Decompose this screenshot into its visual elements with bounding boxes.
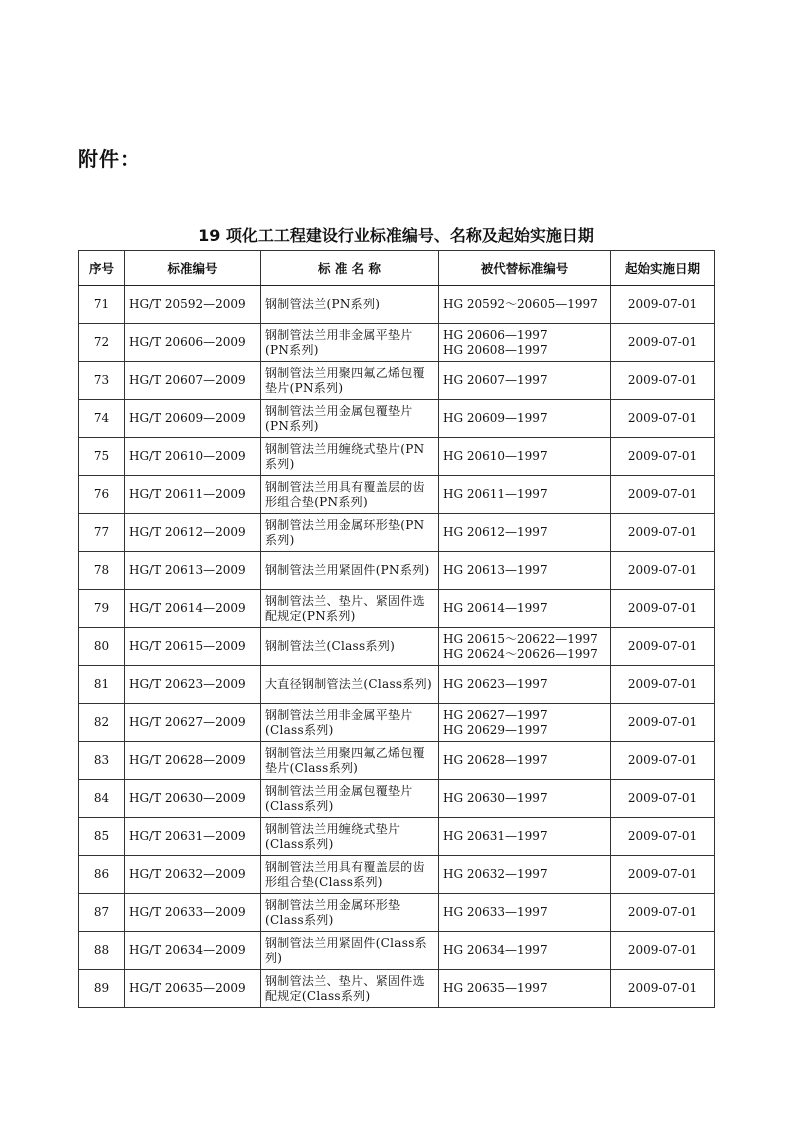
standard-code: HG/T 20607—2009 bbox=[125, 362, 261, 400]
row-number: 77 bbox=[79, 514, 125, 552]
table-row bbox=[79, 514, 715, 552]
standard-name: 钢制管法兰(PN系列) bbox=[261, 286, 439, 324]
row-number: 72 bbox=[79, 324, 125, 362]
replaced-standard-code: HG 20610—1997 bbox=[443, 449, 548, 463]
document-title: 19 项化工工程建设行业标准编号、名称及起始实施日期 bbox=[198, 226, 594, 245]
effective-date: 2009-07-01 bbox=[611, 514, 715, 552]
effective-date: 2009-07-01 bbox=[611, 932, 715, 970]
table-row bbox=[79, 362, 715, 400]
replaced-standard-code: HG 20608—1997 bbox=[443, 342, 548, 357]
effective-date: 2009-07-01 bbox=[611, 362, 715, 400]
table-body bbox=[79, 286, 715, 1008]
effective-date: 2009-07-01 bbox=[611, 628, 715, 666]
replaced-standards bbox=[439, 856, 611, 894]
standard-code: HG/T 20612—2009 bbox=[125, 514, 261, 552]
replaced-standard-code: HG 20634—1997 bbox=[443, 943, 548, 957]
standard-name: 钢制管法兰、垫片、紧固件选配规定(PN系列) bbox=[261, 590, 439, 628]
standard-name: 钢制管法兰用金属包覆垫片(Class系列) bbox=[261, 780, 439, 818]
attachment-label: 附件： bbox=[78, 147, 141, 171]
column-header-date: 起始实施日期 bbox=[611, 251, 715, 286]
standard-name: 钢制管法兰用聚四氟乙烯包覆垫片(Class系列) bbox=[261, 742, 439, 780]
effective-date: 2009-07-01 bbox=[611, 742, 715, 780]
table-row bbox=[79, 590, 715, 628]
standard-name: 钢制管法兰用聚四氟乙烯包覆垫片(PN系列) bbox=[261, 362, 439, 400]
standard-code: HG/T 20610—2009 bbox=[125, 438, 261, 476]
replaced-standards bbox=[439, 970, 611, 1008]
row-number: 84 bbox=[79, 780, 125, 818]
replaced-standards bbox=[439, 742, 611, 780]
replaced-standard-code: HG 20632—1997 bbox=[443, 867, 548, 881]
standard-name: 钢制管法兰用缠绕式垫片(Class系列) bbox=[261, 818, 439, 856]
row-number: 86 bbox=[79, 856, 125, 894]
replaced-standard-code: HG 20607—1997 bbox=[443, 373, 548, 387]
standard-code: HG/T 20633—2009 bbox=[125, 894, 261, 932]
column-header-no: 序号 bbox=[79, 251, 125, 286]
replaced-standards bbox=[439, 552, 611, 590]
standard-name: 钢制管法兰(Class系列) bbox=[261, 628, 439, 666]
replaced-standards bbox=[439, 514, 611, 552]
standard-code: HG/T 20615—2009 bbox=[125, 628, 261, 666]
row-number: 73 bbox=[79, 362, 125, 400]
replaced-standard-code: HG 20627—1997 bbox=[443, 707, 548, 722]
replaced-standard-code: HG 20628—1997 bbox=[443, 753, 548, 767]
standard-name: 钢制管法兰用紧固件(Class系列) bbox=[261, 932, 439, 970]
standard-code: HG/T 20611—2009 bbox=[125, 476, 261, 514]
table-row bbox=[79, 286, 715, 324]
table-row bbox=[79, 894, 715, 932]
row-number: 89 bbox=[79, 970, 125, 1008]
replaced-standards bbox=[439, 780, 611, 818]
table-row bbox=[79, 970, 715, 1008]
standard-name: 钢制管法兰用金属包覆垫片(PN系列) bbox=[261, 400, 439, 438]
standard-name: 钢制管法兰用金属环形垫(PN系列) bbox=[261, 514, 439, 552]
column-header-name: 标 准 名 称 bbox=[261, 251, 439, 286]
replaced-standard-code: HG 20623—1997 bbox=[443, 677, 548, 691]
table-header bbox=[79, 251, 715, 286]
replaced-standards bbox=[439, 628, 611, 666]
standard-code: HG/T 20635—2009 bbox=[125, 970, 261, 1008]
standard-code: HG/T 20606—2009 bbox=[125, 324, 261, 362]
table-row bbox=[79, 932, 715, 970]
effective-date: 2009-07-01 bbox=[611, 818, 715, 856]
replaced-standards bbox=[439, 590, 611, 628]
effective-date: 2009-07-01 bbox=[611, 666, 715, 704]
column-header-code: 标准编号 bbox=[125, 251, 261, 286]
replaced-standard-code: HG 20629—1997 bbox=[443, 722, 548, 737]
replaced-standards bbox=[439, 324, 611, 362]
effective-date: 2009-07-01 bbox=[611, 894, 715, 932]
effective-date: 2009-07-01 bbox=[611, 324, 715, 362]
standard-name: 钢制管法兰用金属环形垫(Class系列) bbox=[261, 894, 439, 932]
table-row bbox=[79, 476, 715, 514]
standard-name: 钢制管法兰用非金属平垫片(PN系列) bbox=[261, 324, 439, 362]
table-row bbox=[79, 324, 715, 362]
row-number: 88 bbox=[79, 932, 125, 970]
standard-code: HG/T 20614—2009 bbox=[125, 590, 261, 628]
table-row bbox=[79, 780, 715, 818]
effective-date: 2009-07-01 bbox=[611, 856, 715, 894]
replaced-standard-code: HG 20631—1997 bbox=[443, 829, 548, 843]
row-number: 80 bbox=[79, 628, 125, 666]
replaced-standards bbox=[439, 666, 611, 704]
replaced-standard-code: HG 20615～20622—1997 bbox=[443, 631, 598, 646]
table-row bbox=[79, 856, 715, 894]
effective-date: 2009-07-01 bbox=[611, 704, 715, 742]
table-row bbox=[79, 704, 715, 742]
standard-code: HG/T 20634—2009 bbox=[125, 932, 261, 970]
row-number: 71 bbox=[79, 286, 125, 324]
row-number: 75 bbox=[79, 438, 125, 476]
replaced-standard-code: HG 20630—1997 bbox=[443, 791, 548, 805]
row-number: 82 bbox=[79, 704, 125, 742]
effective-date: 2009-07-01 bbox=[611, 970, 715, 1008]
row-number: 76 bbox=[79, 476, 125, 514]
row-number: 83 bbox=[79, 742, 125, 780]
row-number: 78 bbox=[79, 552, 125, 590]
standard-name: 钢制管法兰用具有覆盖层的齿形组合垫(Class系列) bbox=[261, 856, 439, 894]
standard-code: HG/T 20627—2009 bbox=[125, 704, 261, 742]
effective-date: 2009-07-01 bbox=[611, 286, 715, 324]
standard-code: HG/T 20628—2009 bbox=[125, 742, 261, 780]
standard-code: HG/T 20623—2009 bbox=[125, 666, 261, 704]
replaced-standards bbox=[439, 476, 611, 514]
replaced-standard-code: HG 20609—1997 bbox=[443, 411, 548, 425]
standard-code: HG/T 20631—2009 bbox=[125, 818, 261, 856]
replaced-standard-code: HG 20635—1997 bbox=[443, 981, 548, 995]
row-number: 79 bbox=[79, 590, 125, 628]
replaced-standards bbox=[439, 894, 611, 932]
effective-date: 2009-07-01 bbox=[611, 476, 715, 514]
table-row bbox=[79, 438, 715, 476]
replaced-standard-code: HG 20633—1997 bbox=[443, 905, 548, 919]
replaced-standard-code: HG 20606—1997 bbox=[443, 327, 548, 342]
effective-date: 2009-07-01 bbox=[611, 780, 715, 818]
standard-name: 钢制管法兰用缠绕式垫片(PN系列) bbox=[261, 438, 439, 476]
replaced-standard-code: HG 20624～20626—1997 bbox=[443, 646, 598, 661]
replaced-standard-code: HG 20592～20605—1997 bbox=[443, 297, 598, 311]
replaced-standards bbox=[439, 932, 611, 970]
standard-name: 钢制管法兰、垫片、紧固件选配规定(Class系列) bbox=[261, 970, 439, 1008]
replaced-standards bbox=[439, 362, 611, 400]
standard-code: HG/T 20609—2009 bbox=[125, 400, 261, 438]
table-row bbox=[79, 666, 715, 704]
replaced-standard-code: HG 20611—1997 bbox=[443, 487, 548, 501]
row-number: 81 bbox=[79, 666, 125, 704]
table-row bbox=[79, 818, 715, 856]
replaced-standard-code: HG 20613—1997 bbox=[443, 563, 548, 577]
replaced-standards bbox=[439, 438, 611, 476]
effective-date: 2009-07-01 bbox=[611, 438, 715, 476]
table-row bbox=[79, 400, 715, 438]
table-row bbox=[79, 742, 715, 780]
table-row bbox=[79, 628, 715, 666]
standard-code: HG/T 20613—2009 bbox=[125, 552, 261, 590]
standard-name: 大直径钢制管法兰(Class系列) bbox=[261, 666, 439, 704]
standard-code: HG/T 20632—2009 bbox=[125, 856, 261, 894]
standard-name: 钢制管法兰用紧固件(PN系列) bbox=[261, 552, 439, 590]
replaced-standards bbox=[439, 704, 611, 742]
replaced-standards bbox=[439, 818, 611, 856]
header-row bbox=[79, 251, 715, 286]
effective-date: 2009-07-01 bbox=[611, 400, 715, 438]
replaced-standards bbox=[439, 286, 611, 324]
standard-name: 钢制管法兰用非金属平垫片(Class系列) bbox=[261, 704, 439, 742]
replaced-standards bbox=[439, 400, 611, 438]
standard-code: HG/T 20592—2009 bbox=[125, 286, 261, 324]
standard-name: 钢制管法兰用具有覆盖层的齿形组合垫(PN系列) bbox=[261, 476, 439, 514]
replaced-standard-code: HG 20614—1997 bbox=[443, 601, 548, 615]
row-number: 74 bbox=[79, 400, 125, 438]
standards-table bbox=[78, 250, 715, 1008]
row-number: 87 bbox=[79, 894, 125, 932]
column-header-replaced: 被代替标准编号 bbox=[439, 251, 611, 286]
standard-code: HG/T 20630—2009 bbox=[125, 780, 261, 818]
table-row bbox=[79, 552, 715, 590]
effective-date: 2009-07-01 bbox=[611, 590, 715, 628]
replaced-standard-code: HG 20612—1997 bbox=[443, 525, 548, 539]
row-number: 85 bbox=[79, 818, 125, 856]
effective-date: 2009-07-01 bbox=[611, 552, 715, 590]
